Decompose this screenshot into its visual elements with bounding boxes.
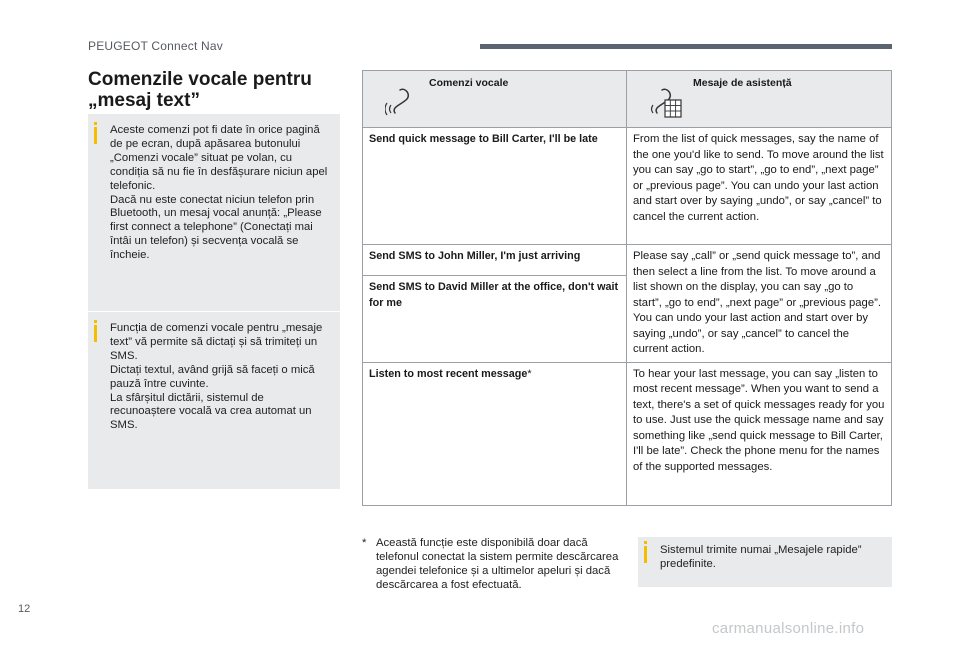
header-help-label: Mesaje de asistență — [693, 77, 792, 89]
footnote-mark: * — [527, 367, 532, 380]
section-title-line2: „mesaj text” — [88, 90, 200, 111]
info-text: Sistemul trimite numai „Mesajele rapide” predefinite. — [660, 544, 862, 570]
table-row — [363, 128, 892, 245]
info-text: Funcția de comenzi vocale pentru „mesaje text” vă permite să dictați și să trimiteți un SMS. Dictați textul, având grijă să faceți o mică pauză între cuvinte. La sfârșitul dictării, sistemul de recunoaștere vocală va crea automat un SMS. — [110, 322, 323, 432]
page-number: 12 — [18, 603, 31, 615]
command-cell: Send quick message to Bill Carter, I'll be late — [363, 128, 627, 245]
info-box-quick-messages — [638, 537, 892, 587]
voice-commands-table — [362, 70, 892, 506]
response-cell: From the list of quick messages, say the name of the one you'd like to send. To move around the list you can say „go to start”, „go to end”, „next page” or „previous page”. You can undo your last action and start over by saying „undo”, or say „cancel” to cancel the current action. — [627, 128, 892, 245]
section-title-line1: Comenzile vocale pentru — [88, 69, 312, 90]
command-cell — [363, 362, 627, 505]
footnote — [362, 537, 624, 593]
info-icon — [94, 127, 97, 144]
response-cell: Please say „call” or „send quick message to”, and then select a line from the list. To move around a list shown on the display, you can say „go to start”, „go to end”, „next page” or „previous page”. You can undo your last action and start over by saying „undo”, or say „cancel” to cancel the current action. — [627, 245, 892, 363]
command-cell: Send SMS to David Miller at the office, don't wait for me — [363, 276, 627, 362]
header-cell-commands — [363, 71, 627, 128]
info-box-voice-commands — [88, 114, 340, 311]
info-icon — [644, 546, 647, 563]
command-text: Listen to most recent message — [369, 367, 528, 380]
running-header: PEUGEOT Connect Nav — [88, 39, 223, 53]
voice-command-icon — [385, 83, 419, 119]
info-icon — [94, 325, 97, 342]
header-bar — [480, 44, 892, 49]
table-row — [363, 245, 892, 276]
footnote-text: Această funcție este disponibilă doar dacă telefonul conectat la sistem permite descărcarea agendei telefonice și a ultimelor apeluri și dacă descărcarea a fost efectuată. — [376, 537, 619, 591]
info-box-sms-dictation — [88, 312, 340, 489]
response-cell: To hear your last message, you can say „listen to most recent message”. When you want to send a text, there's a set of quick messages ready for you to use. Just use the quick message name and say something like „send quick message to Bill Carter, I'll be late”. Check the phone menu for the names of the supported messages. — [627, 362, 892, 505]
info-text: Aceste comenzi pot fi date în orice pagină de pe ecran, după apăsarea butonului „Comenzi vocale” situat pe volan, cu condiția să nu fie în desfășurare niciun apel telefonic. Dacă nu este conectat niciun telefon prin Bluetooth, un mesaj vocal anunță: „Please first connect a telephone” (Conectați mai întâi un telefon) și secvența vocală se încheie. — [110, 124, 328, 262]
watermark: carmanualsonline.info — [712, 620, 865, 637]
header-cell-help — [627, 71, 892, 128]
table-row — [363, 362, 892, 505]
header-commands-label: Comenzi vocale — [429, 77, 509, 89]
section-title — [88, 69, 348, 111]
footnote-mark: * — [362, 537, 367, 549]
command-cell: Send SMS to John Miller, I'm just arriving — [363, 245, 627, 276]
voice-help-list-icon — [649, 83, 683, 119]
table-header-row — [363, 71, 892, 128]
